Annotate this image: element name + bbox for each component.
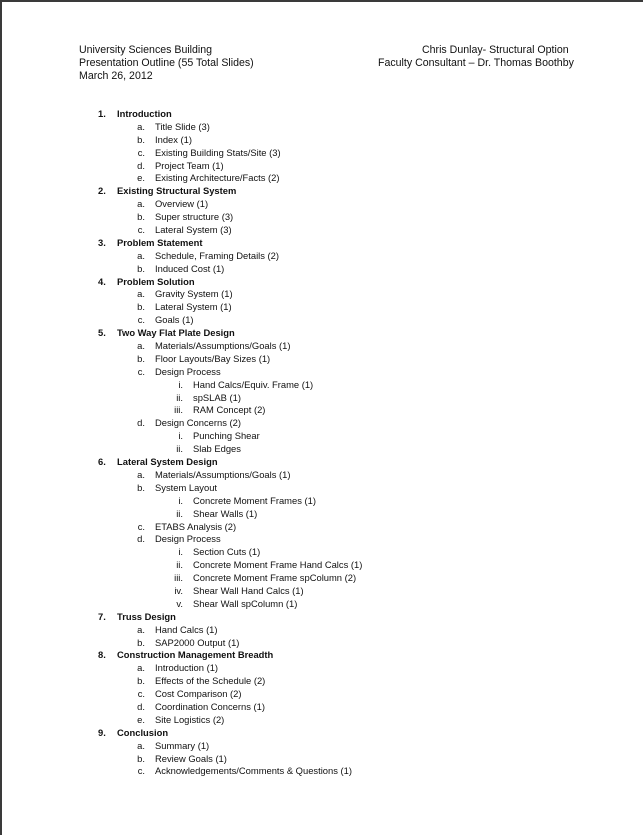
item-number: e.	[137, 172, 145, 184]
item-number: iii.	[174, 404, 183, 416]
outline-item-level-2	[2, 637, 643, 650]
item-text: Hand Calcs (1)	[155, 623, 218, 635]
item-text: Problem Solution	[117, 275, 195, 287]
item-number: b.	[137, 262, 145, 274]
outline-item-level-1	[2, 237, 643, 250]
item-text: Lateral System Design	[117, 456, 218, 468]
outline-item-level-2	[2, 624, 643, 637]
outline-item-level-2	[2, 417, 643, 430]
item-text: spSLAB (1)	[193, 391, 241, 403]
item-number: 4.	[98, 275, 106, 287]
item-text: Goals (1)	[155, 314, 194, 326]
item-number: d.	[137, 417, 145, 429]
item-number: a.	[137, 662, 145, 674]
item-number: ii.	[176, 391, 183, 403]
item-text: Overview (1)	[155, 198, 209, 210]
item-number: d.	[137, 159, 145, 171]
outline-item-level-2	[2, 521, 643, 534]
item-text: Introduction (1)	[155, 662, 219, 674]
item-number: a.	[137, 120, 145, 132]
item-text: Hand Calcs/Equiv. Frame (1)	[193, 378, 314, 390]
outline-item-level-3	[2, 572, 643, 585]
outline-item-level-2	[2, 121, 643, 134]
item-text: Existing Structural System	[117, 185, 237, 197]
item-number: 5.	[98, 327, 106, 339]
outline-item-level-2	[2, 340, 643, 353]
item-number: b.	[137, 133, 145, 145]
item-number: a.	[137, 249, 145, 261]
item-number: a.	[137, 198, 145, 210]
item-number: a.	[137, 340, 145, 352]
item-number: i.	[178, 378, 183, 390]
outline-item-level-2	[2, 675, 643, 688]
item-number: a.	[137, 468, 145, 480]
outline-item-level-1	[2, 649, 643, 662]
item-text: Schedule, Framing Details (2)	[155, 249, 280, 261]
outline-item-level-1	[2, 108, 643, 121]
item-text: Concrete Moment Frame spColumn (2)	[193, 572, 357, 584]
item-text: Gravity System (1)	[155, 288, 233, 300]
item-number: v.	[176, 597, 183, 609]
item-text: Project Team (1)	[155, 159, 224, 171]
item-number: 7.	[98, 610, 106, 622]
item-number: d.	[137, 700, 145, 712]
item-text: Punching Shear	[193, 430, 260, 442]
item-text: System Layout	[155, 481, 218, 493]
outline-item-level-3	[2, 404, 643, 417]
item-text: Acknowledgements/Comments & Questions (1)	[155, 765, 352, 777]
item-number: ii.	[176, 507, 183, 519]
document-date: March 26, 2012	[79, 70, 153, 82]
item-number: c.	[137, 365, 145, 377]
building-name: University Sciences Building	[79, 44, 213, 56]
item-number: 9.	[98, 726, 106, 738]
outline-item-level-1	[2, 327, 643, 340]
item-text: Lateral System (3)	[155, 224, 232, 236]
outline-item-level-3	[2, 443, 643, 456]
item-number: c.	[137, 520, 145, 532]
item-text: Problem Statement	[117, 236, 203, 248]
item-text: Coordination Concerns (1)	[155, 700, 265, 712]
header-right	[378, 44, 574, 70]
item-number: c.	[137, 146, 145, 158]
outline-item-level-2	[2, 701, 643, 714]
outline-item-level-3	[2, 430, 643, 443]
item-text: Two Way Flat Plate Design	[117, 327, 235, 339]
item-text: Conclusion	[117, 726, 169, 738]
item-text: Review Goals (1)	[155, 752, 227, 764]
outline-item-level-2	[2, 147, 643, 160]
item-text: Cost Comparison (2)	[155, 688, 242, 700]
item-text: RAM Concept (2)	[193, 404, 266, 416]
outline-item-level-2	[2, 353, 643, 366]
outline-item-level-2	[2, 288, 643, 301]
item-text: Existing Building Stats/Site (3)	[155, 146, 281, 158]
outline-item-level-2	[2, 366, 643, 379]
item-number: c.	[137, 765, 145, 777]
outline-item-level-2	[2, 765, 643, 778]
item-number: ii.	[176, 443, 183, 455]
outline-item-level-3	[2, 495, 643, 508]
item-text: Introduction	[117, 108, 172, 119]
outline-item-level-2	[2, 198, 643, 211]
outline-item-level-3	[2, 546, 643, 559]
outline-item-level-1	[2, 727, 643, 740]
outline-item-level-2	[2, 263, 643, 276]
outline-item-level-2	[2, 172, 643, 185]
item-number: iv.	[174, 584, 183, 596]
item-number: b.	[137, 636, 145, 648]
item-number: i.	[178, 546, 183, 558]
outline-item-level-2	[2, 211, 643, 224]
item-number: 6.	[98, 456, 106, 468]
item-number: iii.	[174, 572, 183, 584]
author-name: Chris Dunlay- Structural Option	[422, 44, 569, 56]
outline-item-level-2	[2, 753, 643, 766]
item-number: b.	[137, 675, 145, 687]
header-left	[79, 44, 254, 83]
outline-item-level-2	[2, 662, 643, 675]
outline-item-level-2	[2, 482, 643, 495]
item-text: Summary (1)	[155, 739, 210, 751]
item-number: a.	[137, 623, 145, 635]
item-text: Concrete Moment Frame Hand Calcs (1)	[193, 559, 363, 571]
item-number: e.	[137, 713, 145, 725]
item-number: b.	[137, 481, 145, 493]
item-number: c.	[137, 224, 145, 236]
item-number: c.	[137, 314, 145, 326]
faculty-consultant: Faculty Consultant – Dr. Thomas Boothby	[378, 57, 574, 69]
outline-item-level-2	[2, 301, 643, 314]
outline-item-level-1	[2, 185, 643, 198]
item-text: Effects of the Schedule (2)	[155, 675, 266, 687]
item-number: b.	[137, 352, 145, 364]
outline-title: Presentation Outline (55 Total Slides)	[79, 57, 254, 69]
item-text: Induced Cost (1)	[155, 262, 225, 274]
item-text: Slab Edges	[193, 443, 241, 455]
outline-item-level-2	[2, 533, 643, 546]
outline-item-level-2	[2, 134, 643, 147]
item-text: Index (1)	[155, 133, 192, 145]
item-text: Design Concerns (2)	[155, 417, 241, 429]
item-number: a.	[137, 288, 145, 300]
item-text: Lateral System (1)	[155, 301, 232, 313]
outline-item-level-2	[2, 740, 643, 753]
outline-item-level-3	[2, 585, 643, 598]
outline-item-level-2	[2, 250, 643, 263]
outline-item-level-1	[2, 456, 643, 469]
item-text: Materials/Assumptions/Goals (1)	[155, 468, 291, 480]
item-number: b.	[137, 752, 145, 764]
outline-item-level-2	[2, 224, 643, 237]
outline-item-level-3	[2, 508, 643, 521]
outline-item-level-1	[2, 276, 643, 289]
item-text: Materials/Assumptions/Goals (1)	[155, 340, 291, 352]
outline-item-level-2	[2, 314, 643, 327]
item-text: ETABS Analysis (2)	[155, 520, 237, 532]
item-text: Truss Design	[117, 610, 176, 622]
outline-item-level-2	[2, 714, 643, 727]
item-text: Section Cuts (1)	[193, 546, 261, 558]
item-text: Concrete Moment Frames (1)	[193, 494, 316, 506]
item-text: Design Process	[155, 533, 221, 545]
outline-item-level-2	[2, 469, 643, 482]
outline-item-level-2	[2, 688, 643, 701]
item-text: SAP2000 Output (1)	[155, 636, 240, 648]
outline-item-level-3	[2, 392, 643, 405]
item-text: Title Slide (3)	[155, 120, 210, 132]
item-text: Shear Wall spColumn (1)	[193, 597, 298, 609]
item-number: 1.	[98, 108, 106, 119]
item-number: 8.	[98, 649, 106, 661]
item-text: Shear Walls (1)	[193, 507, 258, 519]
item-number: a.	[137, 739, 145, 751]
outline-item-level-3	[2, 598, 643, 611]
outline-list	[2, 108, 643, 778]
item-text: Shear Wall Hand Calcs (1)	[193, 584, 304, 596]
item-text: Floor Layouts/Bay Sizes (1)	[155, 352, 271, 364]
item-number: b.	[137, 301, 145, 313]
outline-item-level-3	[2, 559, 643, 572]
item-number: 3.	[98, 236, 106, 248]
item-text: Existing Architecture/Facts (2)	[155, 172, 280, 184]
item-number: i.	[178, 430, 183, 442]
item-text: Construction Management Breadth	[117, 649, 274, 661]
item-text: Design Process	[155, 365, 221, 377]
item-number: c.	[137, 688, 145, 700]
item-text: Super structure (3)	[155, 211, 234, 223]
item-number: ii.	[176, 559, 183, 571]
item-number: 2.	[98, 185, 106, 197]
item-text: Site Logistics (2)	[155, 713, 225, 725]
outline-item-level-1	[2, 611, 643, 624]
item-number: b.	[137, 211, 145, 223]
outline-item-level-3	[2, 379, 643, 392]
item-number: d.	[137, 533, 145, 545]
item-number: i.	[178, 494, 183, 506]
outline-item-level-2	[2, 160, 643, 173]
